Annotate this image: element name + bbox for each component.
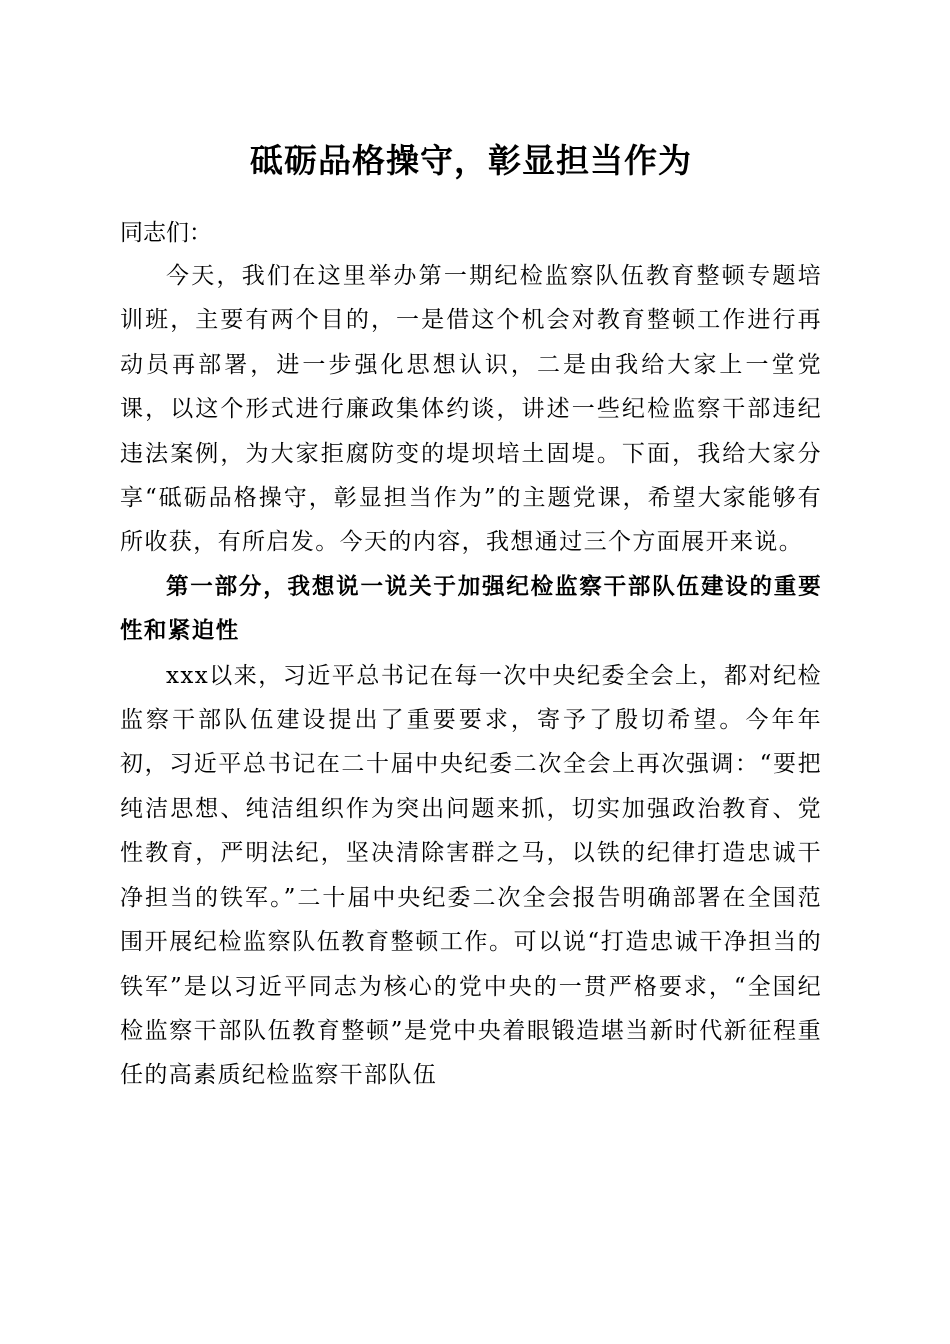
salutation: 同志们： <box>120 220 212 246</box>
paragraph-body: xxx以来，习近平总书记在每一次中央纪委全会上，都对纪检监察干部队伍建设提出了重要要求，寄予了殷切希望。今年年初，习近平总书记在二十届中央纪委二次全会上再次强调：“要把纯洁思想、纯洁组织作为突出问题来抓，切实加强政治教育、党性教育，严明法纪，坚决清除害群之马，以铁的纪律打造忠诚干净担当的铁军。”二十届中央纪委二次全会报告明确部署在全国范围开展纪检监察队伍教育整顿工作。可以说“打造忠诚干净担当的铁军”是以习近平同志为核心的党中央的一贯严格要求，“全国纪检监察干部队伍教育整顿”是党中央着眼锻造堪当新时代新征程重任的高素质纪检监察干部队伍 <box>120 662 822 1089</box>
document-page <box>120 0 822 1098</box>
paragraph-intro: 今天，我们在这里举办第一期纪检监察队伍教育整顿专题培训班，主要有两个目的，一是借这个机会对教育整顿工作进行再动员再部署，进一步强化思想认识，二是由我给大家上一堂党课，以这个形式进行廉政集体约谈，讲述一些纪检监察干部违纪违法案例，为大家拒腐防变的堤坝培土固堤。下面，我给大家分享“砥砺品格操守，彰显担当作为”的主题党课，希望大家能够有所收获，有所启发。今天的内容，我想通过三个方面展开来说。 <box>120 263 822 556</box>
section-heading-part-one: 第一部分，我想说一说关于加强纪检监察干部队伍建设的重要性和紧迫性 <box>120 573 822 645</box>
document-title: 砥砺品格操守，彰显担当作为 <box>250 141 692 180</box>
